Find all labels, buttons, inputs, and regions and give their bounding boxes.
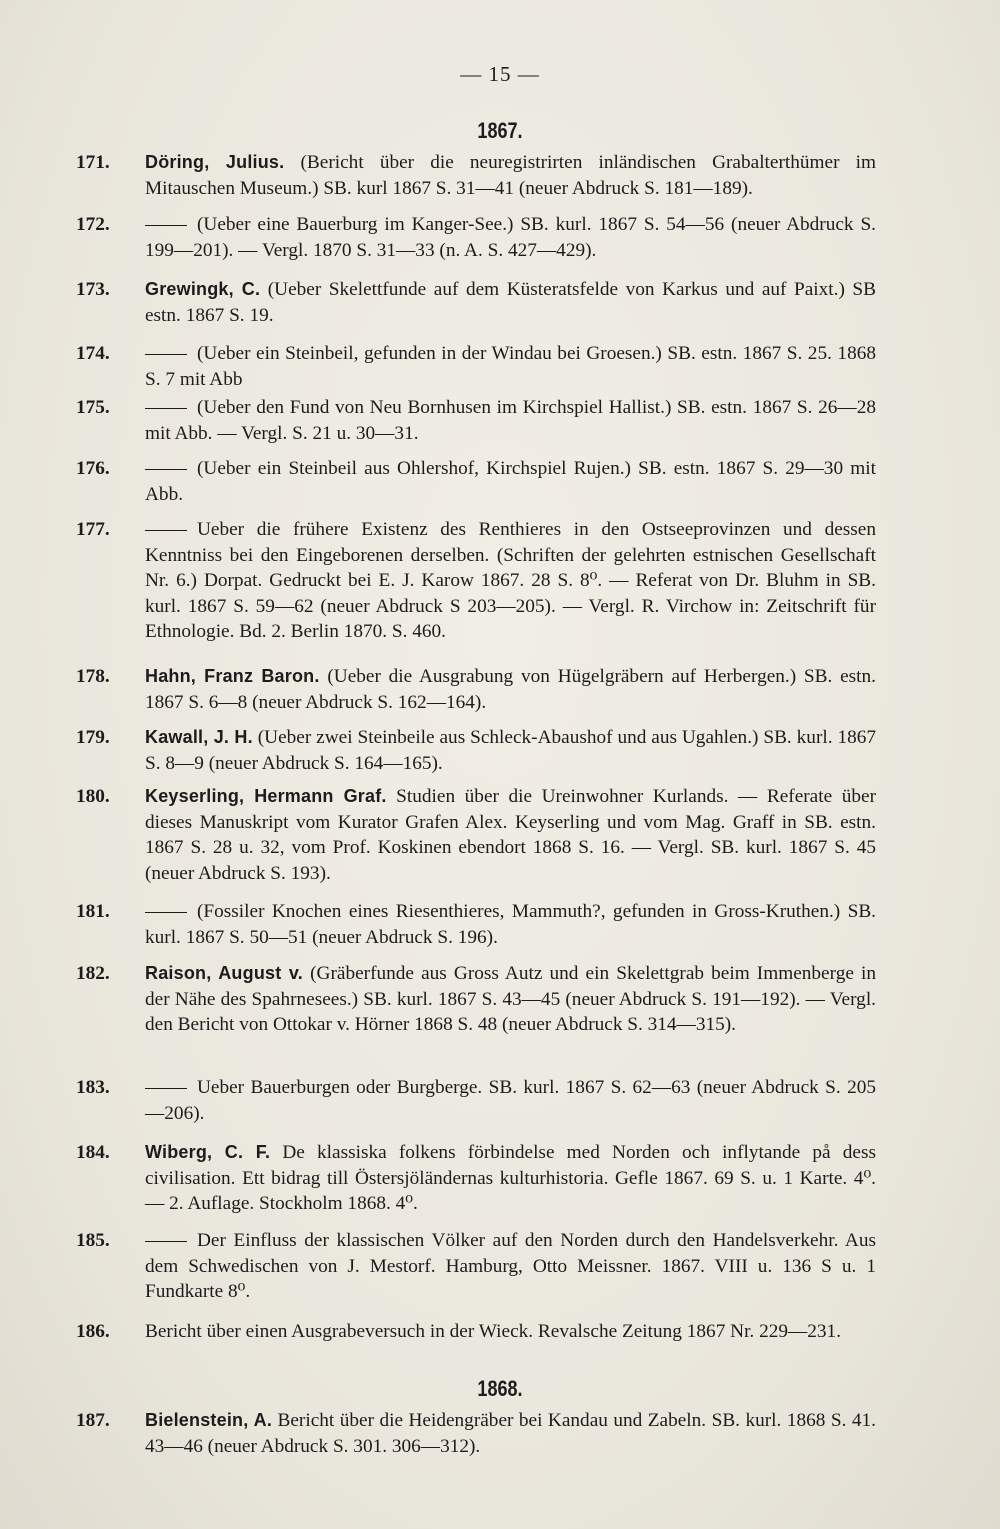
entry-number: 183. [76,1077,110,1098]
entry-author: Kawall, J. H. [145,727,253,747]
section-year-1867: 1867. [477,118,523,143]
entry-text: (Bericht über die neuregistrirten inländischen Grabalterthümer im Mitauschen Museum.) SB. kurl 1867 S. 31—41 (neuer Abdruck S. 181—189). [145,152,876,199]
entry-number: 187. [76,1410,110,1431]
entry-number: 171. [76,152,110,173]
entry-text: Bericht über die Heidengräber bei Kandau und Zabeln. SB. kurl. 1868 S. 41. 43—46 (neuer Abdruck S. 301. 306—312). [145,1410,876,1457]
entry-text: (Gräberfunde aus Gross Autz und ein Skelettgrab beim Immenberge in der Nähe des Spahrnesees.) SB. kurl. 1867 S. 43—45 (neuer Abdruck S. 191—192). — Vergl. den Bericht von Ottokar v. Hörner 1868 S. 48 (neuer Abdruck S. 314—315). [145,963,876,1035]
bibliography-entry [76,961,876,1038]
entry-body [145,1319,876,1345]
entry-author: Keyserling, Hermann Graf. [145,786,387,806]
bibliography-entry [76,1228,876,1305]
entry-body [145,725,876,776]
entry-body [145,961,876,1038]
ditto-dash [145,1088,187,1089]
entry-text: (Ueber den Fund von Neu Bornhusen im Kirchspiel Hallist.) SB. estn. 1867 S. 26—28 mit Abb. — Vergl. S. 21 u. 30—31. [145,397,876,444]
bibliography-entry [76,456,876,507]
entry-number: 176. [76,458,110,479]
entry-author: Bielenstein, A. [145,1410,273,1430]
entry-text: (Ueber die Ausgrabung von Hügelgräbern auf Herbergen.) SB. estn. 1867 S. 6—8 (neuer Abdruck S. 162—164). [145,666,877,713]
entry-body [145,341,876,392]
entry-body [145,277,876,328]
section-year-1868: 1868. [477,1376,523,1401]
entry-text: Ueber die frühere Existenz des Renthieres in den Ostseeprovinzen und dessen Kenntniss bei den Eingeborenen derselben. (Schriften der gelehrten estnischen Gesellschaft Nr. 6.) Dorpat. Gedruckt bei E. J. Karow 1867. 28 S. 8⁰. — Referat von Dr. Bluhm in SB. kurl. 1867 S. 59—62 (neuer Abdruck S 203—205). — Vergl. R. Virchow in: Zeitschrift für Ethnologie. Bd. 2. Berlin 1870. S. 460. [145,519,876,642]
page-number: — 15 — [460,62,540,86]
entry-number: 181. [76,901,110,922]
entry-number: 179. [76,727,110,748]
entry-text: Studien über die Ureinwohner Kurlands. — Referate über dieses Manuskript vom Kurator Grafen Alex. Keyserling und vom Mag. Graff in SB. estn. 1867 S. 28 u. 32, vom Prof. Koskinen ebendort 1868 S. 16. — Vergl. SB. kurl. 1867 S. 45 (neuer Abdruck S. 193). [145,786,876,884]
entry-text: Bericht über einen Ausgrabeversuch in der Wieck. Revalsche Zeitung 1867 Nr. 229—231. [145,1321,842,1342]
bibliography-entry [76,725,876,776]
entry-body [145,899,876,950]
bibliography-entry [76,277,876,328]
entry-author: Wiberg, C. F. [145,1142,271,1162]
entry-author: Grewingk, C. [145,279,261,299]
bibliography-entry [76,899,876,950]
entry-text: (Fossiler Knochen eines Riesenthieres, Mammuth?, gefunden in Gross-Kruthen.) SB. kurl. 1867 S. 50—51 (neuer Abdruck S. 196). [145,901,876,948]
ditto-dash [145,912,187,913]
entry-author: Raison, August v. [145,963,303,983]
entry-body [145,212,876,263]
entry-author: Hahn, Franz Baron. [145,666,320,686]
entry-text: (Ueber Skelettfunde auf dem Küsteratsfelde von Karkus und auf Paixt.) SB estn. 1867 S. 19. [145,279,876,326]
bibliography-entry [76,517,876,645]
entry-body [145,1075,876,1126]
entry-body [145,517,876,645]
entry-body [145,784,876,886]
entry-number: 182. [76,963,110,984]
entry-number: 174. [76,343,110,364]
bibliography-entry [76,212,876,263]
entry-body [145,395,876,446]
entry-text: De klassiska folkens förbindelse med Norden och inflytande på dess civilisation. Ett bidrag till Östersjöländernas kulturhistoria. Gefle 1867. 69 S. u. 1 Karte. 4⁰. — 2. Auflage. Stockholm 1868. 4⁰. [145,1142,877,1214]
entry-number: 178. [76,666,110,687]
bibliography-entry [76,784,876,886]
entry-number: 184. [76,1142,110,1163]
entry-body [145,1228,876,1305]
entry-text: Der Einfluss der klassischen Völker auf den Norden durch den Handelsverkehr. Aus dem Schwedischen von J. Mestorf. Hamburg, Otto Meissner. 1867. VIII u. 136 S u. 1 Fundkarte 8⁰. [145,1230,876,1302]
entry-number: 173. [76,279,110,300]
ditto-dash [145,530,187,531]
entry-number: 172. [76,214,110,235]
entry-number: 175. [76,397,110,418]
bibliography-entry [76,150,876,201]
entry-text: (Ueber eine Bauerburg im Kanger-See.) SB. kurl. 1867 S. 54—56 (neuer Abdruck S. 199—201). — Vergl. 1870 S. 31—33 (n. A. S. 427—429). [145,214,876,261]
entry-text: Ueber Bauerburgen oder Burgberge. SB. kurl. 1867 S. 62—63 (neuer Abdruck S. 205—206). [145,1077,876,1124]
entry-body [145,456,876,507]
entry-text: (Ueber zwei Steinbeile aus Schleck-Abaushof und aus Ugahlen.) SB. kurl. 1867 S. 8—9 (neuer Abdruck S. 164—165). [145,727,877,774]
entry-number: 177. [76,519,110,540]
entry-author: Döring, Julius. [145,152,285,172]
entry-body [145,150,876,201]
entry-text: (Ueber ein Steinbeil, gefunden in der Windau bei Groesen.) SB. estn. 1867 S. 25. 1868 S. 7 mit Abb [145,343,876,390]
bibliography-entry [76,1319,876,1345]
bibliography-entry [76,1140,876,1217]
entry-number: 186. [76,1321,110,1342]
ditto-dash [145,469,187,470]
bibliography-entry [76,341,876,392]
bibliography-entry [76,1408,876,1459]
bibliography-entry [76,664,876,715]
bibliography-entry [76,395,876,446]
ditto-dash [145,354,187,355]
entry-text: (Ueber ein Steinbeil aus Ohlershof, Kirchspiel Rujen.) SB. estn. 1867 S. 29—30 mit Abb. [145,458,876,505]
ditto-dash [145,1241,187,1242]
entry-number: 185. [76,1230,110,1251]
entry-body [145,1408,876,1459]
entry-body [145,664,876,715]
bibliography-entry [76,1075,876,1126]
entry-number: 180. [76,786,110,807]
ditto-dash [145,408,187,409]
ditto-dash [145,225,187,226]
entry-body [145,1140,876,1217]
